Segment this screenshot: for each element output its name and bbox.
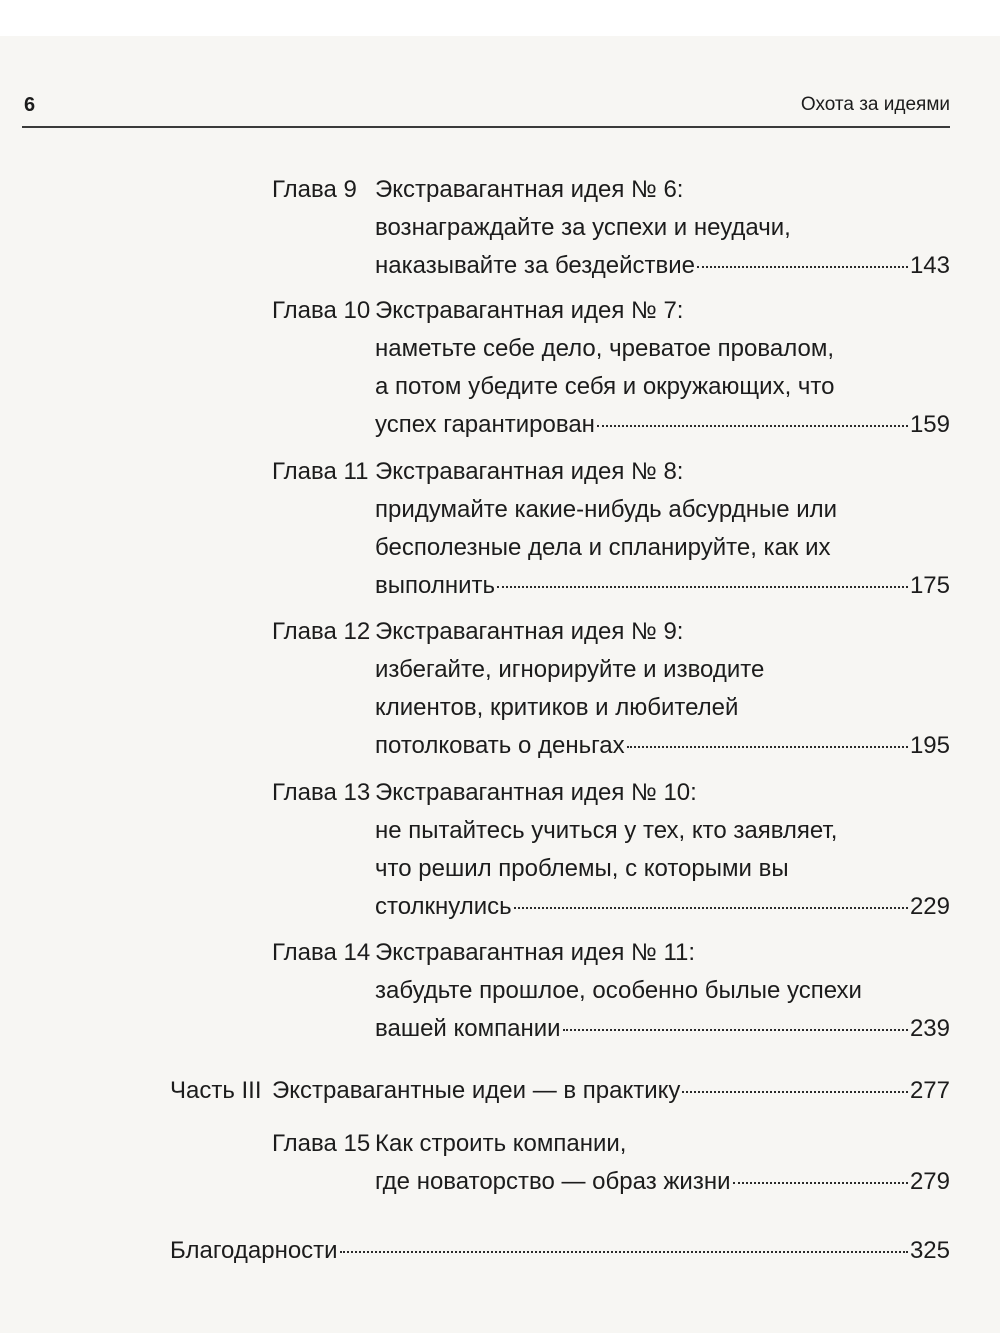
dot-leader — [563, 1029, 908, 1031]
chapter-title — [375, 453, 950, 605]
chapter-title — [375, 292, 950, 444]
chapter-label: Глава 9 — [272, 176, 357, 203]
page-number: 6 — [24, 94, 36, 116]
chapter-title — [375, 171, 950, 285]
title-line: избегайте, игнорируйте и изводите — [375, 656, 765, 683]
title-last-line — [375, 1010, 950, 1048]
chapter-label: Глава 12 — [272, 618, 371, 645]
title-line: где новаторство — образ жизни — [375, 1168, 731, 1195]
page-ref: 143 — [909, 252, 950, 279]
title-line: потолковать о деньгах — [375, 732, 625, 759]
title-line: Экстравагантная идея № 7: — [375, 297, 684, 324]
page-ref: 279 — [909, 1168, 950, 1195]
title-line: придумайте какие-нибудь абсурдные или — [375, 496, 838, 523]
title-last-line — [375, 1163, 950, 1201]
title-line: клиентов, критиков и любителей — [375, 694, 739, 721]
title-last-line — [375, 727, 950, 765]
acknowledgements-line — [170, 1232, 950, 1270]
page-ref: 159 — [909, 411, 950, 438]
chapter-label: Глава 13 — [272, 779, 371, 806]
title-line: наметьте себе дело, чреватое провалом, — [375, 335, 834, 362]
title-last-line — [375, 247, 950, 285]
title-line: Экстравагантные идеи — в практику — [272, 1077, 681, 1104]
chapter-label: Глава 11 — [272, 458, 369, 485]
dot-leader — [733, 1182, 908, 1184]
title-line: Как строить компании, — [375, 1130, 627, 1157]
chapter-title — [375, 774, 950, 926]
title-line: Экстравагантная идея № 6: — [375, 176, 684, 203]
page-ref: 229 — [909, 893, 950, 920]
title-last-line — [375, 406, 950, 444]
page-ref: 195 — [909, 732, 950, 759]
page-ref: 325 — [909, 1237, 950, 1264]
title-line: столкнулись — [375, 893, 512, 920]
acknowledgements-label: Благодарности — [170, 1237, 338, 1264]
book-title: Охота за идеями — [800, 94, 950, 115]
chapter-label: Глава 14 — [272, 939, 371, 966]
title-line: успех гарантирован — [375, 411, 595, 438]
dot-leader — [697, 266, 908, 268]
title-line: наказывайте за бездействие — [375, 252, 695, 279]
part-title — [272, 1072, 950, 1110]
title-line: вознаграждайте за успехи и неудачи, — [375, 214, 791, 241]
title-line: выполнить — [375, 572, 495, 599]
title-last-line — [375, 567, 950, 605]
title-line: а потом убедите себя и окружающих, что — [375, 373, 835, 400]
chapter-title — [375, 613, 950, 765]
title-last-line — [375, 888, 950, 926]
part-label: Часть III — [170, 1077, 262, 1104]
title-line: что решил проблемы, с которыми вы — [375, 855, 789, 882]
title-line: не пытайтесь учиться у тех, кто заявляет, — [375, 817, 838, 844]
dot-leader — [514, 907, 908, 909]
title-line: бесполезные дела и спланируйте, как их — [375, 534, 831, 561]
chapter-title — [375, 1125, 950, 1201]
title-line: Экстравагантная идея № 11: — [375, 939, 696, 966]
title-line: Экстравагантная идея № 8: — [375, 458, 684, 485]
dot-leader — [682, 1091, 908, 1093]
title-line: Экстравагантная идея № 9: — [375, 618, 684, 645]
dot-leader — [597, 425, 908, 427]
title-line: вашей компании — [375, 1015, 561, 1042]
page-ref: 175 — [909, 572, 950, 599]
chapter-label: Глава 15 — [272, 1130, 371, 1157]
page-ref: 277 — [909, 1077, 950, 1104]
title-line: забудьте прошлое, особенно былые успехи — [375, 977, 862, 1004]
dot-leader — [627, 746, 908, 748]
title-line: Экстравагантная идея № 10: — [375, 779, 697, 806]
dot-leader — [497, 586, 908, 588]
chapter-label: Глава 10 — [272, 297, 371, 324]
title-last-line — [272, 1072, 950, 1110]
dot-leader — [340, 1251, 908, 1253]
chapter-title — [375, 934, 950, 1048]
page-ref: 239 — [909, 1015, 950, 1042]
